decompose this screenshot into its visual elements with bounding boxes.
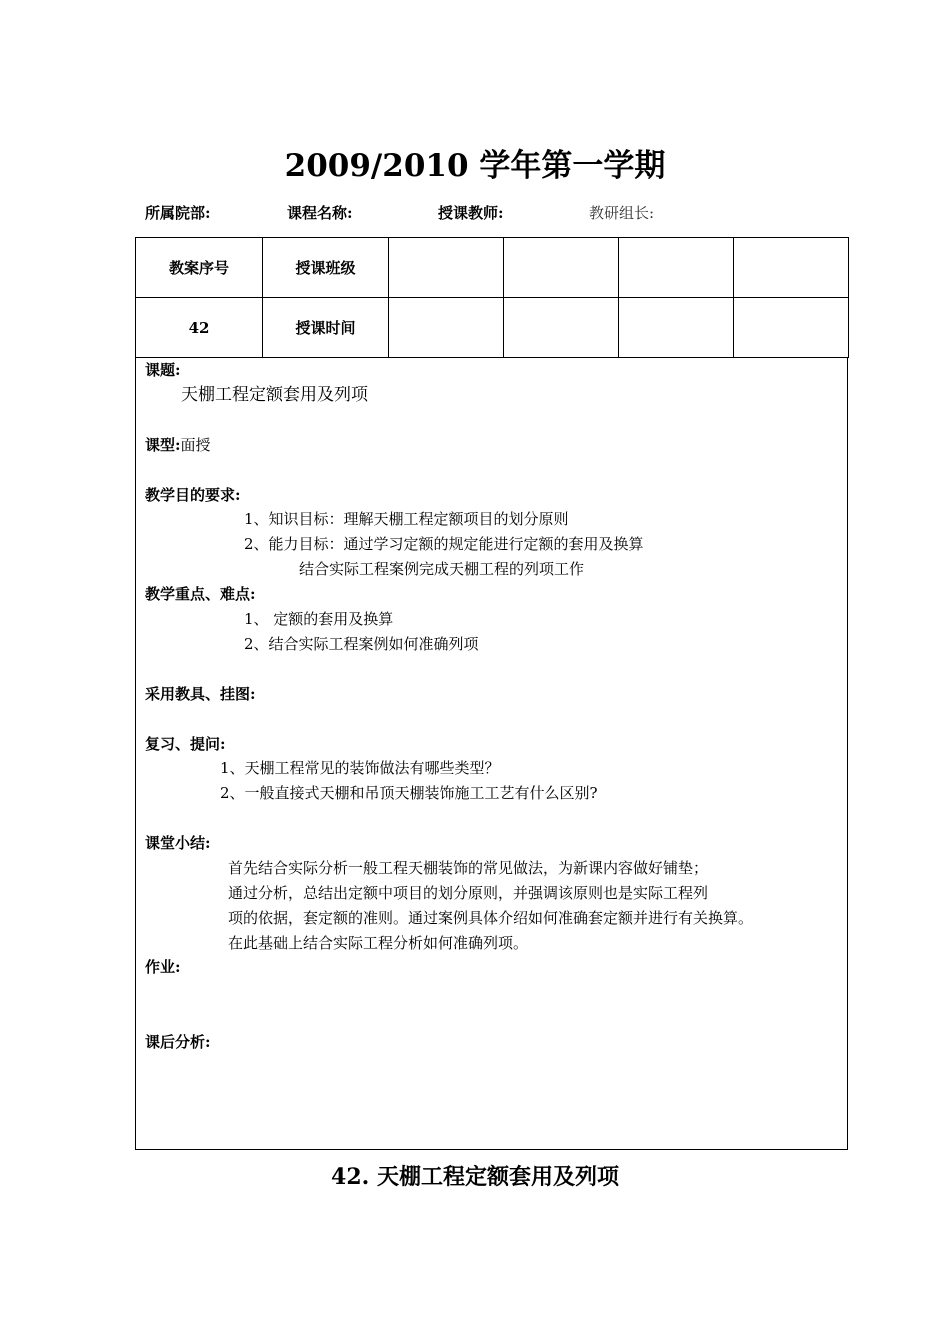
group-leader-label: 教研组长: <box>589 204 655 222</box>
time-cell-1 <box>389 298 504 358</box>
footer-title: 42. 天棚工程定额套用及列项 <box>331 1164 619 1190</box>
homework-label: 作业: <box>145 958 181 976</box>
objective-item: 1、知识目标：理解天棚工程定额项目的划分原则 <box>244 510 569 528</box>
lesson-info-table <box>135 237 849 358</box>
objective-item: 结合实际工程案例完成天棚工程的列项工作 <box>299 560 585 578</box>
time-label: 授课时间 <box>263 298 389 358</box>
summary-line: 项的依据，套定额的准则。通过案例具体介绍如何准确套定额并进行有关换算。 <box>228 909 754 927</box>
teacher-label: 授课教师: <box>438 204 504 222</box>
page-title: 2009/2010 学年第一学期 <box>284 148 666 184</box>
tools-label: 采用教具、挂图: <box>145 685 256 703</box>
summary-line: 通过分析，总结出定额中项目的划分原则，并强调该原则也是实际工程列 <box>228 884 709 902</box>
lesson-content-box <box>135 357 848 1150</box>
summary-line: 在此基础上结合实际工程分析如何准确列项。 <box>228 934 529 952</box>
lesson-number-label: 教案序号 <box>136 238 263 298</box>
course-label: 课程名称: <box>287 204 353 222</box>
class-cell-4 <box>734 238 849 298</box>
time-cell-3 <box>619 298 734 358</box>
time-cell-2 <box>504 298 619 358</box>
time-cell-4 <box>734 298 849 358</box>
objectives-label: 教学目的要求: <box>145 486 241 504</box>
topic-label: 课题: <box>145 361 181 379</box>
summary-label: 课堂小结: <box>145 834 211 852</box>
key-point-item: 2、结合实际工程案例如何准确列项 <box>244 635 479 653</box>
type-label: 课型: <box>145 436 181 454</box>
type-row <box>145 435 211 455</box>
table-row <box>136 238 849 298</box>
table-row <box>136 298 849 358</box>
review-item: 1、天棚工程常见的装饰做法有哪些类型？ <box>220 759 500 777</box>
topic-value: 天棚工程定额套用及列项 <box>181 385 368 405</box>
class-cell-3 <box>619 238 734 298</box>
type-value: 面授 <box>180 436 211 454</box>
class-label: 授课班级 <box>263 238 389 298</box>
class-cell-1 <box>389 238 504 298</box>
header-meta-row <box>0 202 950 226</box>
key-point-item: 1、 定额的套用及换算 <box>244 610 394 628</box>
objective-item: 2、能力目标：通过学习定额的规定能进行定额的套用及换算 <box>244 535 644 553</box>
lesson-number-value: 42 <box>136 298 263 358</box>
class-cell-2 <box>504 238 619 298</box>
key-points-label: 教学重点、难点: <box>145 585 256 603</box>
review-item: 2、一般直接式天棚和吊顶天棚装饰施工工艺有什么区别? <box>220 784 598 802</box>
department-label: 所属院部: <box>145 204 211 222</box>
post-analysis-label: 课后分析: <box>145 1033 211 1051</box>
review-label: 复习、提问: <box>145 735 226 753</box>
summary-line: 首先结合实际分析一般工程天棚装饰的常见做法，为新课内容做好铺垫； <box>228 859 709 877</box>
